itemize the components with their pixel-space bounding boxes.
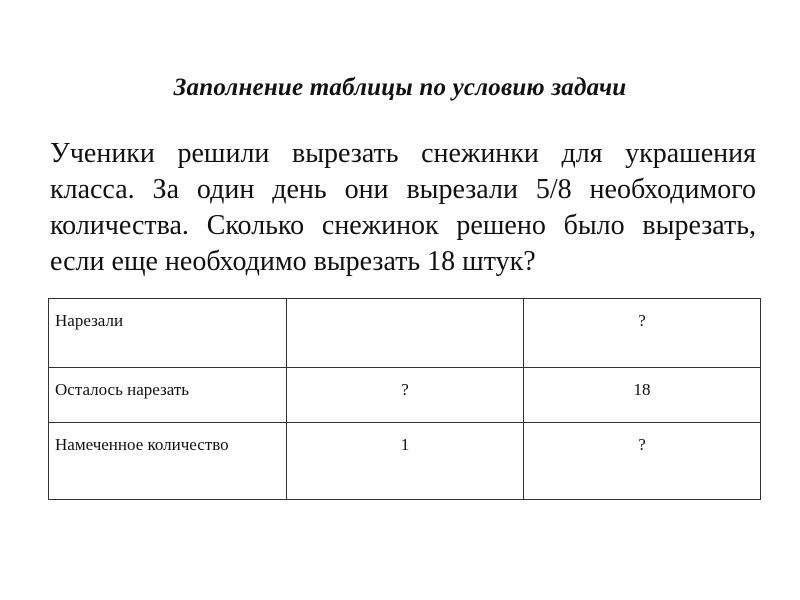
cell-col3: ? — [524, 423, 761, 500]
row-label: Осталось нарезать — [49, 368, 287, 423]
table-row — [49, 299, 761, 368]
row-label: Намеченное количество — [49, 423, 287, 500]
row-label: Нарезали — [49, 299, 287, 368]
table-row — [49, 368, 761, 423]
cell-col3: ? — [524, 299, 761, 368]
slide-title: Заполнение таблицы по условию задачи — [173, 74, 627, 101]
cell-col3: 18 — [524, 368, 761, 423]
problem-text: Ученики решили вырезать снежинки для украшения класса. За один день они вырезали 5/8 необходимого количества. Сколько снежинок решено было вырезать, если еще необходимо вырезать 18 штук? — [50, 138, 756, 277]
cell-col2: 1 — [287, 423, 524, 500]
data-table — [48, 298, 761, 500]
cell-col2: ? — [287, 368, 524, 423]
table-row — [49, 423, 761, 500]
cell-col2 — [287, 299, 524, 368]
